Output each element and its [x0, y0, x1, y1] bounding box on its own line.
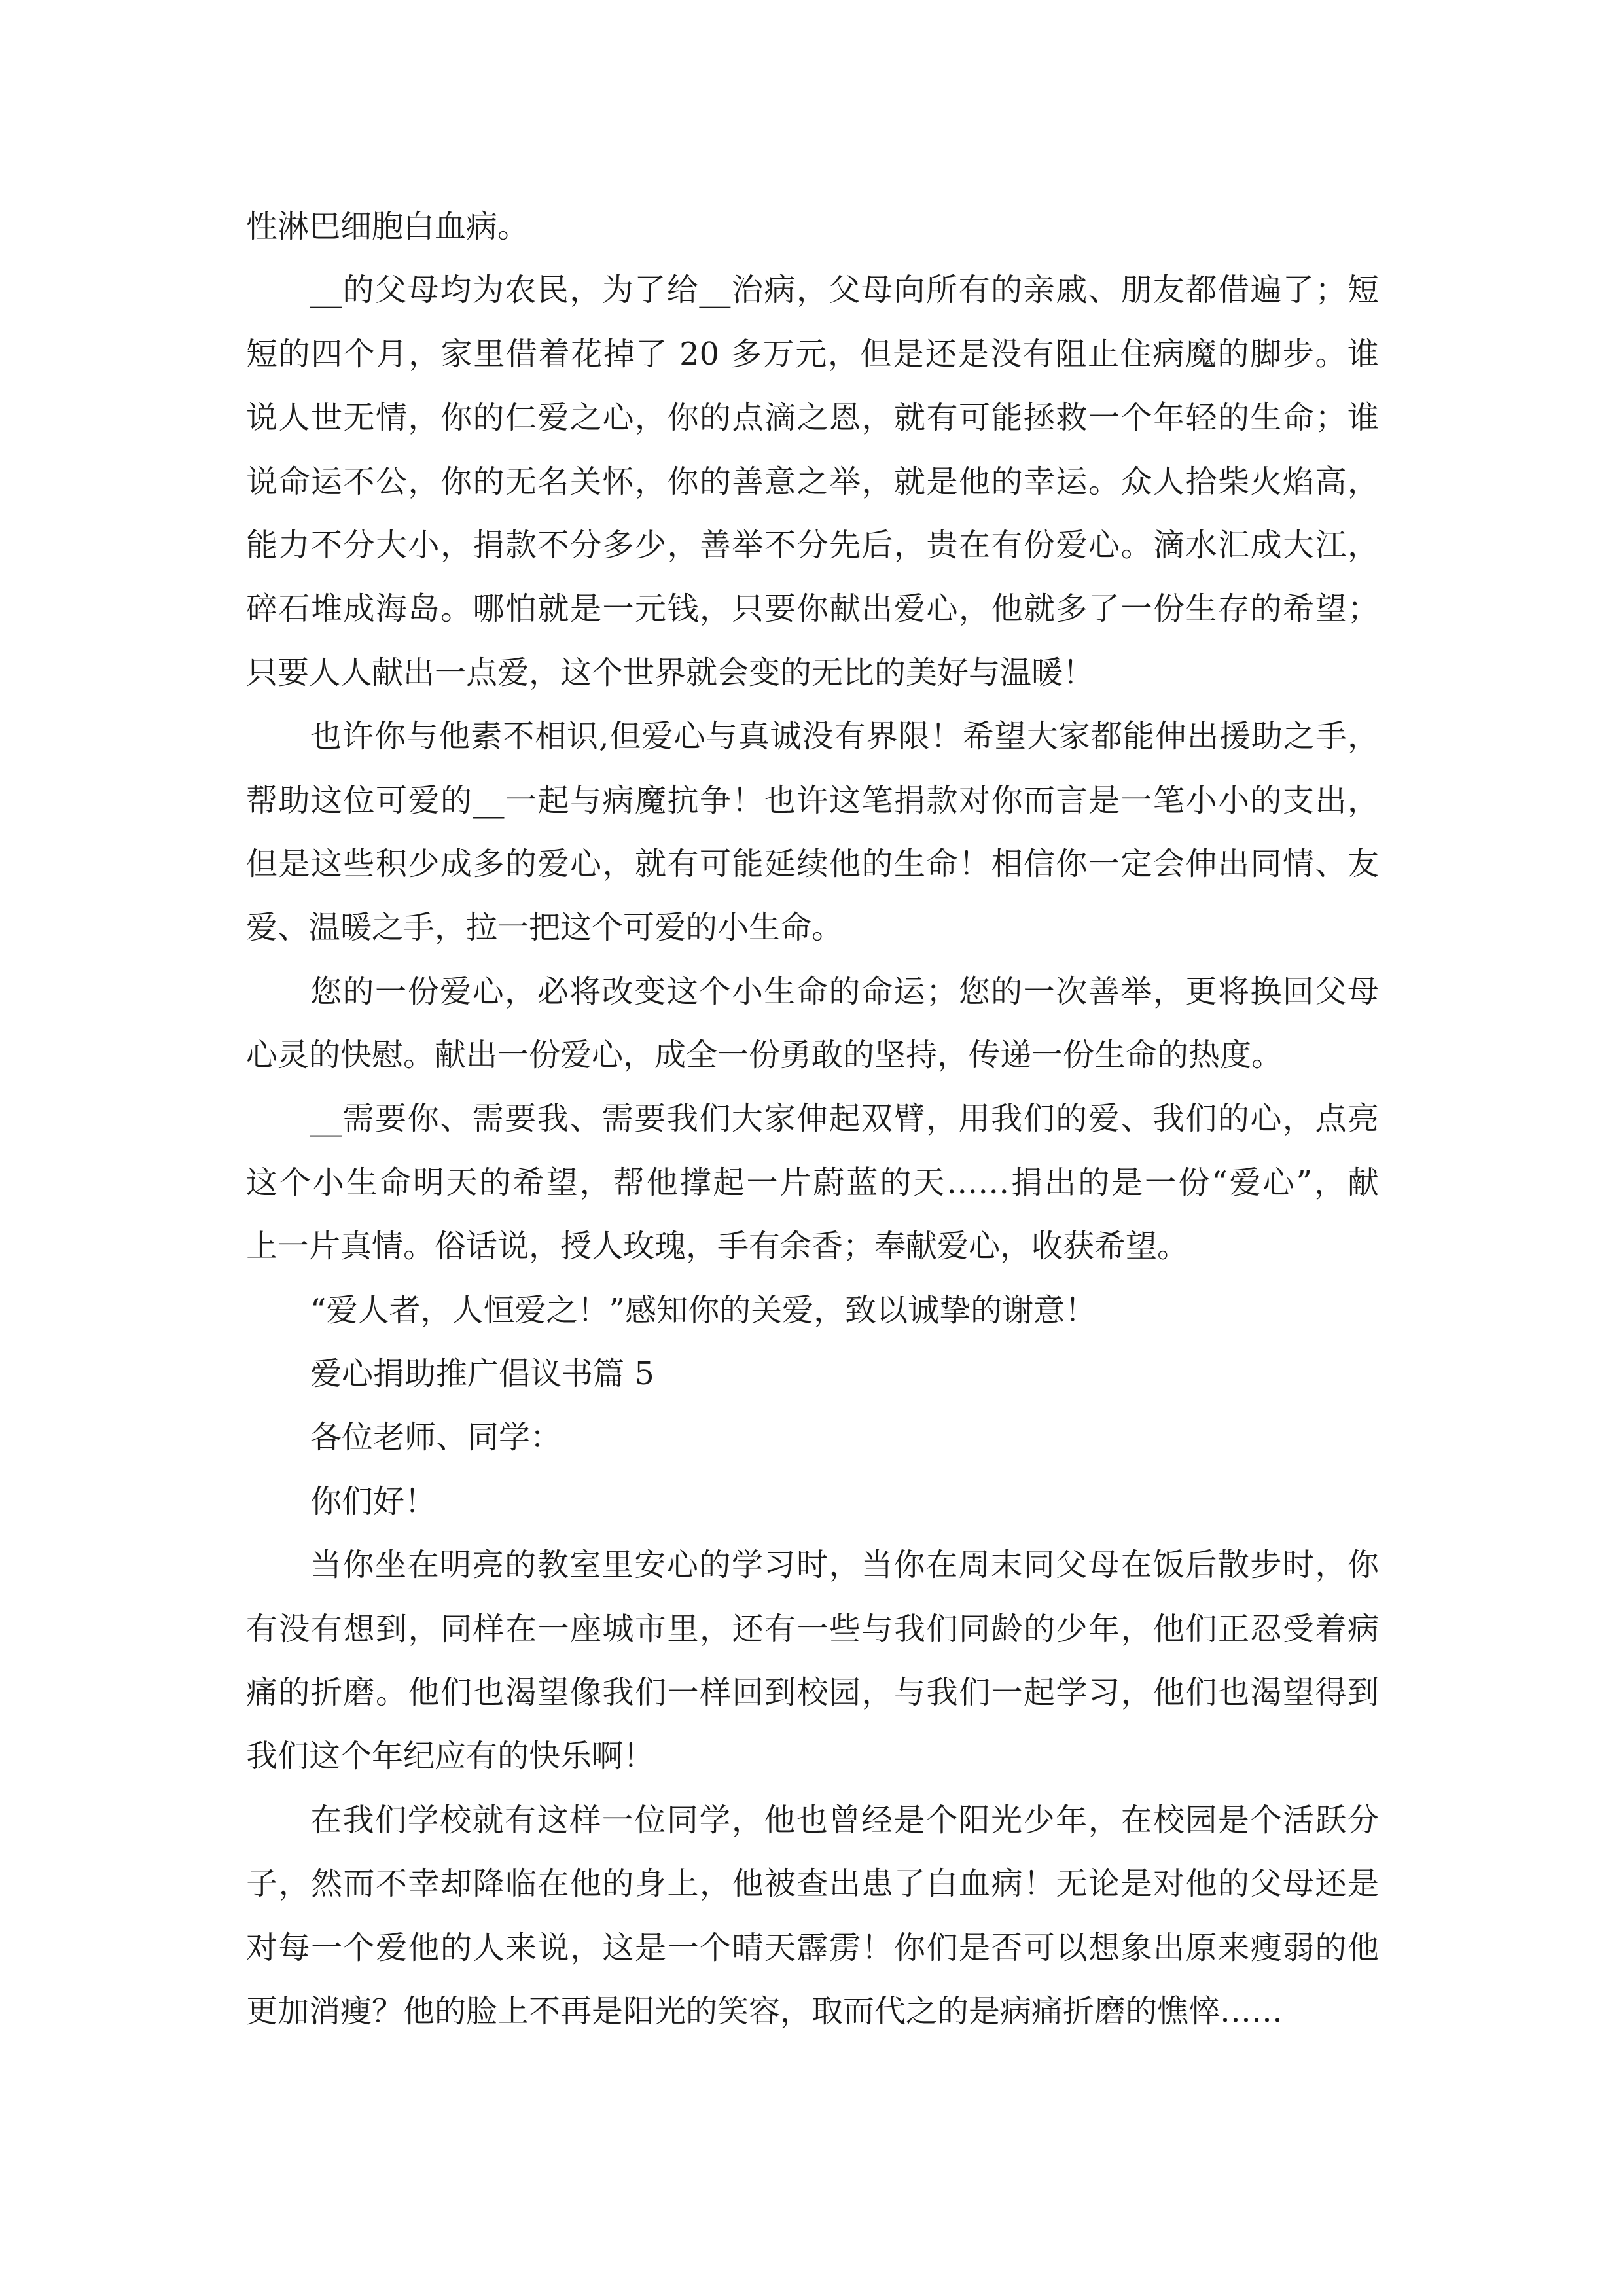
- text-line: 碎石堆成海岛。哪怕就是一元钱，只要你献出爱心，他就多了一份生存的希望；: [246, 590, 1379, 628]
- greeting-text: 你们好！: [310, 1482, 437, 1520]
- text-line: 当你坐在明亮的教室里安心的学习时，当你在周末同父母在饭后散步时，你: [310, 1547, 1379, 1584]
- text-line: 痛的折磨。他们也渴望像我们一样回到校园，与我们一起学习，他们也渴望得到: [246, 1674, 1379, 1711]
- text-line: 能力不分大小，捐款不分多少，善举不分先后，贵在有份爱心。滴水汇成大江，: [246, 526, 1379, 564]
- text-line: 也许你与他素不相识,但爱心与真诚没有界限！希望大家都能伸出援助之手，: [310, 718, 1379, 755]
- text-line: 我们这个年纪应有的快乐啊！: [246, 1738, 655, 1775]
- paragraph: [246, 705, 1379, 960]
- text-line: 您的一份爱心，必将改变这个小生命的命运；您的一次善举，更将换回父母: [310, 973, 1379, 1010]
- text-line: 但是这些积少成多的爱心，就有可能延续他的生命！相信你一定会伸出同情、友: [246, 845, 1379, 882]
- text-line: 性淋巴细胞白血病。: [246, 208, 529, 245]
- text-line: __的父母均为农民，为了给__治病，父母向所有的亲戚、朋友都借遍了；短: [310, 272, 1379, 309]
- text-line: 说命运不公，你的无名关怀，你的善意之举，就是他的幸运。众人拾柴火焰高，: [246, 463, 1379, 500]
- continued-paragraph: [246, 195, 1379, 259]
- text-line: 对每一个爱他的人来说，这是一个晴天霹雳！你们是否可以想象出原来瘦弱的他: [246, 1929, 1379, 1966]
- paragraph: [246, 1087, 1379, 1278]
- paragraph: [246, 960, 1379, 1088]
- text-line: __需要你、需要我、需要我们大家伸起双臂，用我们的爱、我们的心，点亮: [310, 1100, 1379, 1138]
- text-line: 这个小生命明天的希望，帮他撑起一片蔚蓝的天……捐出的是一份“爱心”，献: [246, 1164, 1379, 1201]
- text-line: 说人世无情，你的仁爱之心，你的点滴之恩，就有可能拯救一个年轻的生命；谁: [246, 399, 1379, 437]
- text-line: 子，然而不幸却降临在他的身上，他被查出患了白血病！无论是对他的父母还是: [246, 1865, 1379, 1903]
- section-heading: [246, 1342, 1379, 1406]
- text-line: 在我们学校就有这样一位同学，他也曾经是个阳光少年，在校园是个活跃分: [310, 1801, 1379, 1839]
- text-line: “爱人者，人恒爱之！”感知你的关爱，致以诚挚的谢意！: [310, 1291, 1097, 1329]
- text-line: 只要人人献出一点爱，这个世界就会变的无比的美好与温暖！: [246, 654, 1095, 691]
- salutation: [246, 1406, 1379, 1469]
- text-line: 有没有想到，同样在一座城市里，还有一些与我们同龄的少年，他们正忍受着病: [246, 1610, 1379, 1647]
- paragraph: [246, 1789, 1379, 2044]
- text-line: 更加消瘦？他的脸上不再是阳光的笑容，取而代之的是病痛折磨的憔悴……: [246, 1992, 1283, 2030]
- greeting: [246, 1470, 1379, 1534]
- text-line: 爱、温暖之手，拉一把这个可爱的小生命。: [246, 909, 844, 946]
- text-line: 帮助这位可爱的__一起与病魔抗争！也许这笔捐款对你而言是一笔小小的支出，: [246, 781, 1379, 819]
- document-body: [246, 195, 1379, 2043]
- closing-quote: [246, 1279, 1379, 1342]
- section-heading-text: 爱心捐助推广倡议书篇 5: [310, 1355, 654, 1393]
- salutation-text: 各位老师、同学：: [310, 1419, 562, 1456]
- text-line: 心灵的快慰。献出一份爱心，成全一份勇敢的坚持，传递一份生命的热度。: [246, 1037, 1283, 1074]
- text-line: 上一片真情。俗话说，授人玫瑰，手有余香；奉献爱心，收获希望。: [246, 1228, 1189, 1265]
- text-line: 短的四个月，家里借着花掉了 20 多万元，但是还是没有阻止住病魔的脚步。谁: [246, 335, 1379, 372]
- paragraph: [246, 259, 1379, 705]
- paragraph: [246, 1534, 1379, 1789]
